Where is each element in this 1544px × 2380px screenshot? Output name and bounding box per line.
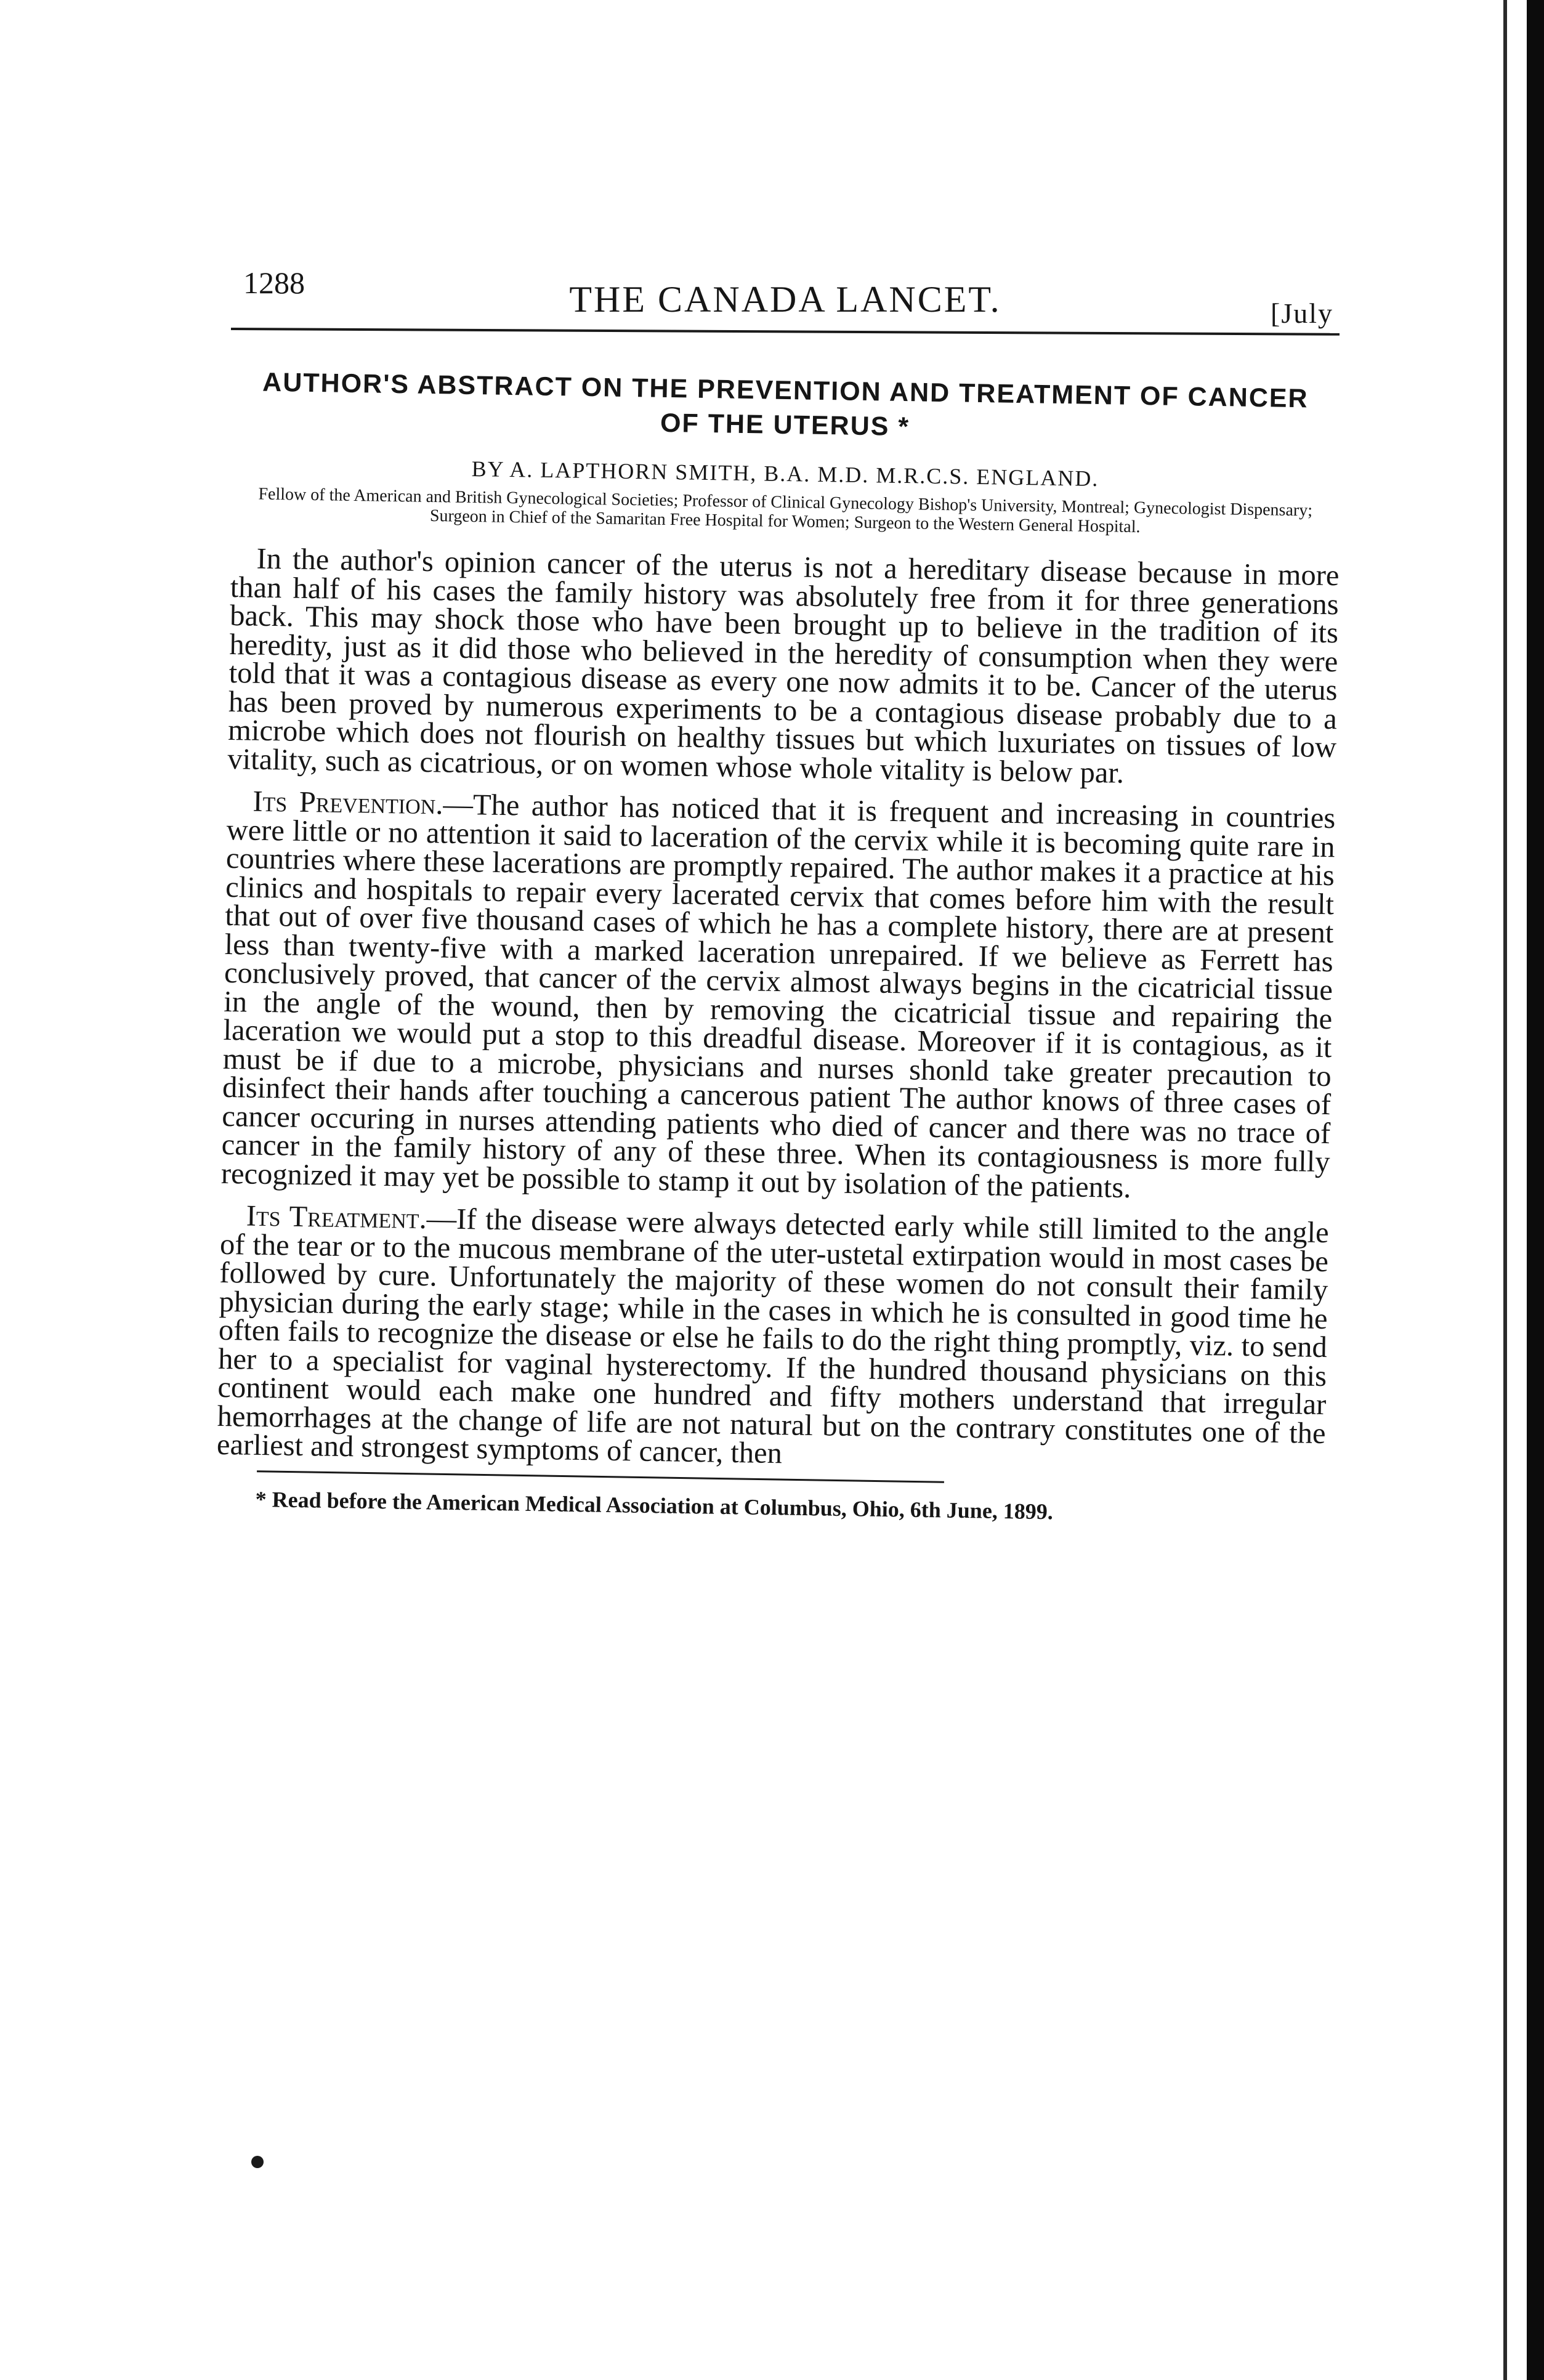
page-number: 1288 xyxy=(243,265,305,300)
author-affiliation: Fellow of the American and British Gynecological Societies; Professor of Clinical Gynecology Bishop's University, Montreal; Gynecologist Dispensary; Surgeon in Chief of the Samaritan Free Hospital for Women; Surgeon to the Western General Hospital. xyxy=(258,484,1313,537)
footnote-rule xyxy=(257,1470,944,1483)
running-head xyxy=(231,246,1340,329)
prevention-paragraph xyxy=(221,787,1336,1205)
page-edge-line xyxy=(1503,0,1507,2380)
treatment-text: —If the disease were always detected early while still limited to the angle of the tear or to the mucous membrane of the uter-ustetal extirpation would in most cases be followed by cure. Unfortunately the majority of these women do not consult their family physician during the early stage; while in the cases in which he is consulted in good time he often fails to recognize the disease or else he fails to do the right thing promptly, viz. to send her to a specialist for vaginal hysterectomy. If the hundred thousand physicians on this continent would each make one hundred and fifty mothers understand that irregular hemorrhages at the change of life are not natural but on the contrary constitutes one of the earliest and strongest symptoms of cancer, then xyxy=(216,1202,1330,1470)
footnote: * Read before the American Medical Association at Columbus, Ohio, 6th June, 1899. xyxy=(255,1486,1054,1524)
prevention-heading: Its Prevention. xyxy=(253,785,443,821)
scan-border xyxy=(1527,0,1544,2380)
intro-paragraph: In the author's opinion cancer of the uterus is not a hereditary disease because in more than half of his cases the family history was absolutely free from it for three generations back. This may shock those who have been brought up to believe in the tradition of its heredity, just as it did those who believed in the heredity of consumption when they were told that it was a contagious disease as every one now admits it to be. Cancer of the uterus has been proved by numerous experiments to be a contagious disease probably due to a microbe which does not flourish on healthy tissues but which luxuriates on tissues of low vitality, such as cicatrious, or on women whose whole vitality is below par. xyxy=(227,542,1340,790)
prevention-text: —The author has noticed that it is frequent and increasing in countries were little or no attention it said to laceration of the cervix while it is becoming quite rare in countries where these lacerations are promptly repaired. The author makes it a practice at his clinics and hospitals to repair every lacerated cervix that comes before him with the result that out of over five thousand cases of which he has a complete history, there are at present less than twenty-five with a marked laceration unrepaired. If we believe as Ferrett has conclusively proved, that cancer of the cervix almost always begins in the cicatricial tissue in the angle of the wound, then by removing the cicatricial tissue and repairing the laceration we would put a stop to this dreadful disease. Moreover if it is contagious, as it must be if due to a microbe, physicians and nurses shonld take greater precaution to disinfect their hands after touching a cancerous patient The author knows of three cases of cancer occuring in nurses attending patients who died of cancer and there was no trace of cancer in the family history of any of these three. When its contagiousness is more fully recognized it may yet be possible to stamp it out by isolation of the patients. xyxy=(220,788,1336,1204)
author-byline: BY A. LAPTHORN SMITH, B.A. M.D. M.R.C.S. ENGLAND. xyxy=(471,456,1099,491)
journal-title: THE CANADA LANCET. xyxy=(569,279,1001,320)
treatment-paragraph xyxy=(216,1199,1330,1477)
journal-page xyxy=(216,246,1340,1524)
treatment-heading: Its Treatment. xyxy=(246,1199,427,1236)
ink-blot xyxy=(251,2156,264,2168)
issue-month: [July xyxy=(1271,298,1333,329)
article-body xyxy=(217,544,1340,1477)
header-rule xyxy=(231,328,1340,336)
article-title: AUTHOR'S ABSTRACT ON THE PREVENTION AND TREATMENT OF CANCER OF THE UTERUS * xyxy=(262,367,1309,442)
